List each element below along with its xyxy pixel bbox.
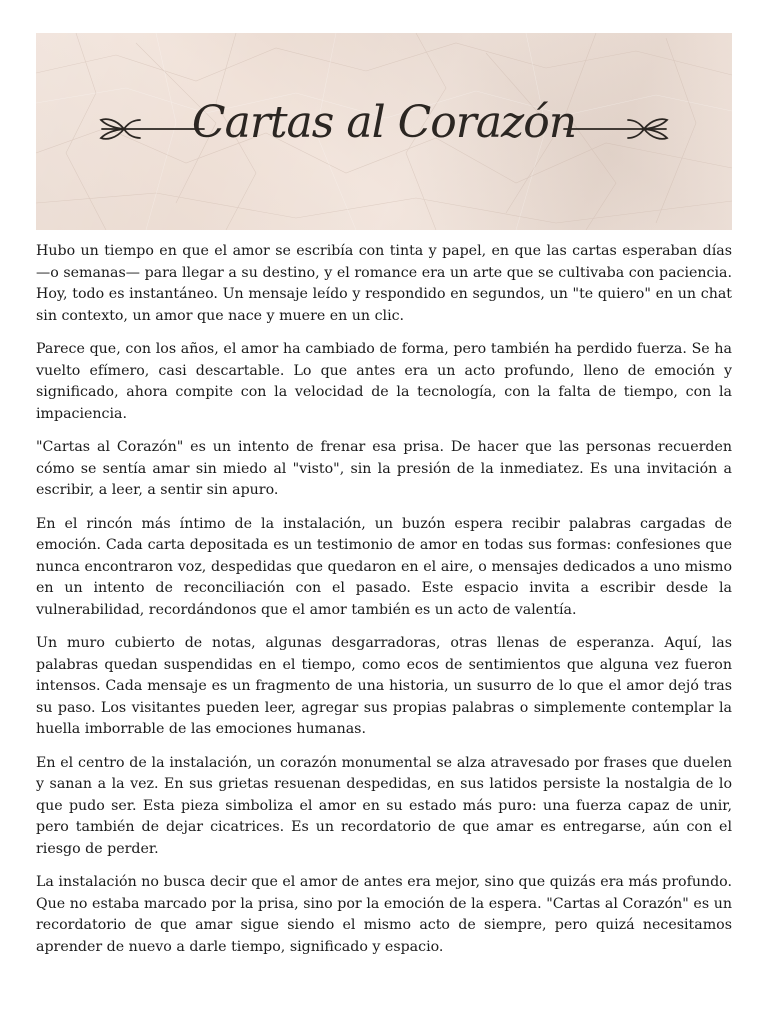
paragraph-6: En el centro de la instalación, un corazón monumental se alza atravesado por frases que duelen y sanan a la vez. En sus grietas resuenan despedidas, en sus latidos persiste la nostalgia de lo que pudo ser. Esta pieza simboliza el amor en su estado más puro: una fuerza capaz de unir, pero también de dejar cicatrices. Es un recordatorio de que amar es entregarse, aún con el riesgo de perder.	[36, 754, 732, 857]
title-banner	[36, 33, 732, 230]
paragraph-3: "Cartas al Corazón" es un intento de frenar esa prisa. De hacer que las personas recuerden cómo se sentía amar sin miedo al "visto", sin la presión de la inmediatez. Es una invitación a escribir, a leer, a sentir sin apuro.	[36, 439, 732, 498]
page-title: Cartas al Corazón	[191, 97, 577, 148]
paragraph-5: Un muro cubierto de notas, algunas desgarradoras, otras llenas de esperanza. Aquí, las palabras quedan suspendidas en el tiempo, como ecos de sentimientos que alguna vez fueron intensos. Cada mensaje es un fragmento de una historia, un susurro de lo que el amor dejó tras su paso. Los visitantes pueden leer, agregar sus propias palabras o simplemente contemplar la huella imborrable de las emociones humanas.	[36, 635, 732, 737]
title-row	[36, 33, 732, 230]
paragraph-2: Parece que, con los años, el amor ha cambiado de forma, pero también ha perdido fuerza. Se ha vuelto efímero, casi descartable. Lo que antes era un acto profundo, lleno de emoción y significado, ahora compite con la velocidad de la tecnología, con la falta de tiempo, con la impaciencia.	[36, 341, 732, 422]
body-text	[36, 241, 732, 970]
paragraph-4: En el rincón más íntimo de la instalación, un buzón espera recibir palabras cargadas de emoción. Cada carta depositada es un testimonio de amor en todas sus formas: confesiones que nunca encontraron voz, despedidas que quedaron en el aire, o mensajes dedicados a uno mismo en un intento de reconciliación con el pasado. Este espacio invita a escribir desde la vulnerabilidad, recordándonos que el amor también es un acto de valentía.	[36, 515, 732, 618]
leaf-sprig-icon	[560, 115, 670, 143]
paragraph-7: La instalación no busca decir que el amor de antes era mejor, sino que quizás era más profundo. Que no estaba marcado por la prisa, sino por la emoción de la espera. "Cartas al Corazón" es un recordatorio de que amar sigue siendo el mismo acto de siempre, pero quizá necesitamos aprender de nuevo a darle tiempo, significado y espacio.	[36, 874, 732, 955]
paragraph-1: Hubo un tiempo en que el amor se escribía con tinta y papel, en que las cartas esperaban días —o semanas— para llegar a su destino, y el romance era un arte que se cultivaba con paciencia. Hoy, todo es instantáneo. Un mensaje leído y respondido en segundos, un "te quiero" en un chat sin contexto, un amor que nace y muere en un clic.	[36, 243, 732, 324]
